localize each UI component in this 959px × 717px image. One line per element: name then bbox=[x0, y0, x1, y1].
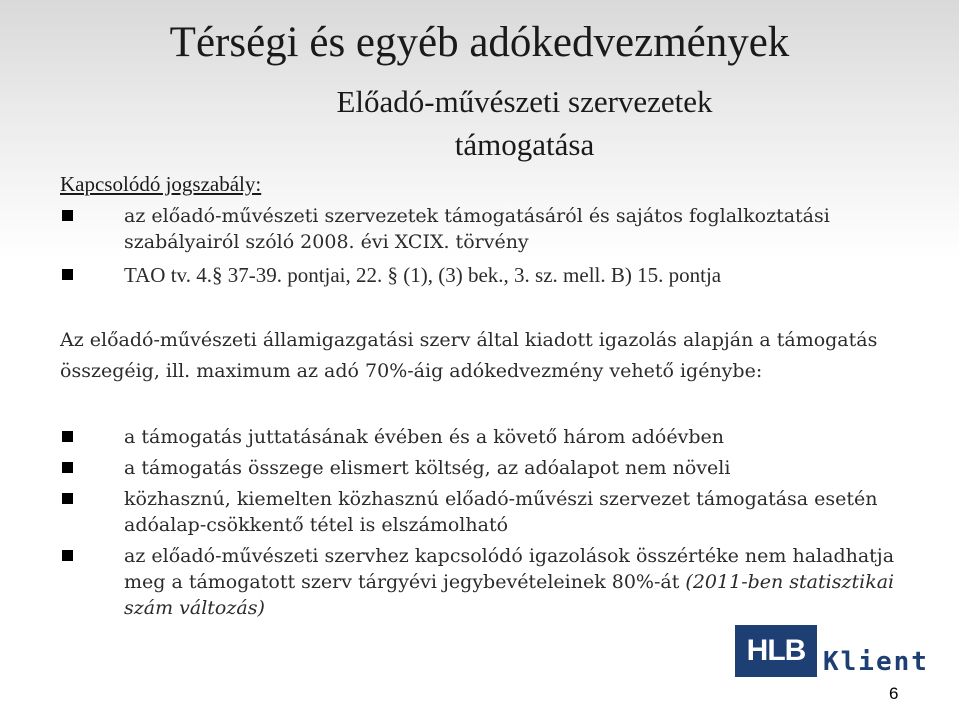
square-bullet-icon bbox=[62, 550, 73, 561]
slide-subtitle bbox=[0, 80, 959, 166]
logo-wordmark: Klient bbox=[823, 647, 929, 677]
hlb-klient-logo bbox=[735, 625, 935, 687]
list-item bbox=[62, 455, 919, 481]
intro-paragraph: Az előadó-művészeti államigazgatási szerv által kiadott igazolás alapján a támogatás összegéig, ill. maximum az adó 70%-áig adókedvezmény vehető igénybe: bbox=[60, 329, 878, 382]
list-item bbox=[62, 486, 919, 538]
list-item bbox=[62, 424, 919, 450]
legal-heading: Kapcsolódó jogszabály: bbox=[60, 172, 262, 196]
list-item-text: közhasznú, kiemelten közhasznú előadó-művészi szervezet támogatása esetén adóalap-csökkentő tétel is elszámolható bbox=[124, 488, 878, 536]
square-bullet-icon bbox=[62, 210, 73, 221]
subtitle-line-2: támogatása bbox=[454, 127, 595, 162]
square-bullet-icon bbox=[62, 269, 73, 280]
legal-item-text: az előadó-művészeti szervezetek támogatásáról és sajátos foglalkoztatási szabályairól szóló 2008. évi XCIX. törvény bbox=[124, 205, 830, 253]
list-item-main-text: az előadó-művészeti szervhez kapcsolódó igazolások összértéke nem haladhatja meg a támogatott szerv tárgyévi jegybevételeinek 80%-át bbox=[124, 545, 895, 593]
list-item bbox=[62, 543, 919, 621]
legal-item bbox=[62, 262, 919, 292]
square-bullet-icon bbox=[62, 493, 73, 504]
legal-item bbox=[62, 203, 919, 255]
square-bullet-icon bbox=[62, 462, 73, 473]
subtitle-line-1: Előadó-művészeti szervezetek bbox=[336, 84, 713, 119]
logo-mark: HLB bbox=[735, 625, 817, 677]
list-item-italic-note: (2011-ben statisztikai szám változás) bbox=[124, 571, 895, 619]
legal-item-text: TAO tv. 4.§ 37-39. pontjai, 22. § (1), (3) bek., 3. sz. mell. B) 15. pontja bbox=[124, 263, 722, 287]
list-item-text bbox=[124, 543, 919, 621]
list-item-text: a támogatás juttatásának évében és a követő három adóévben bbox=[124, 426, 724, 448]
page-number: 6 bbox=[889, 684, 899, 703]
list-item-text: a támogatás összege elismert költség, az adóalapot nem növeli bbox=[124, 457, 731, 479]
square-bullet-icon bbox=[62, 431, 73, 442]
slide-title: Térségi és egyéb adókedvezmények bbox=[169, 19, 790, 66]
